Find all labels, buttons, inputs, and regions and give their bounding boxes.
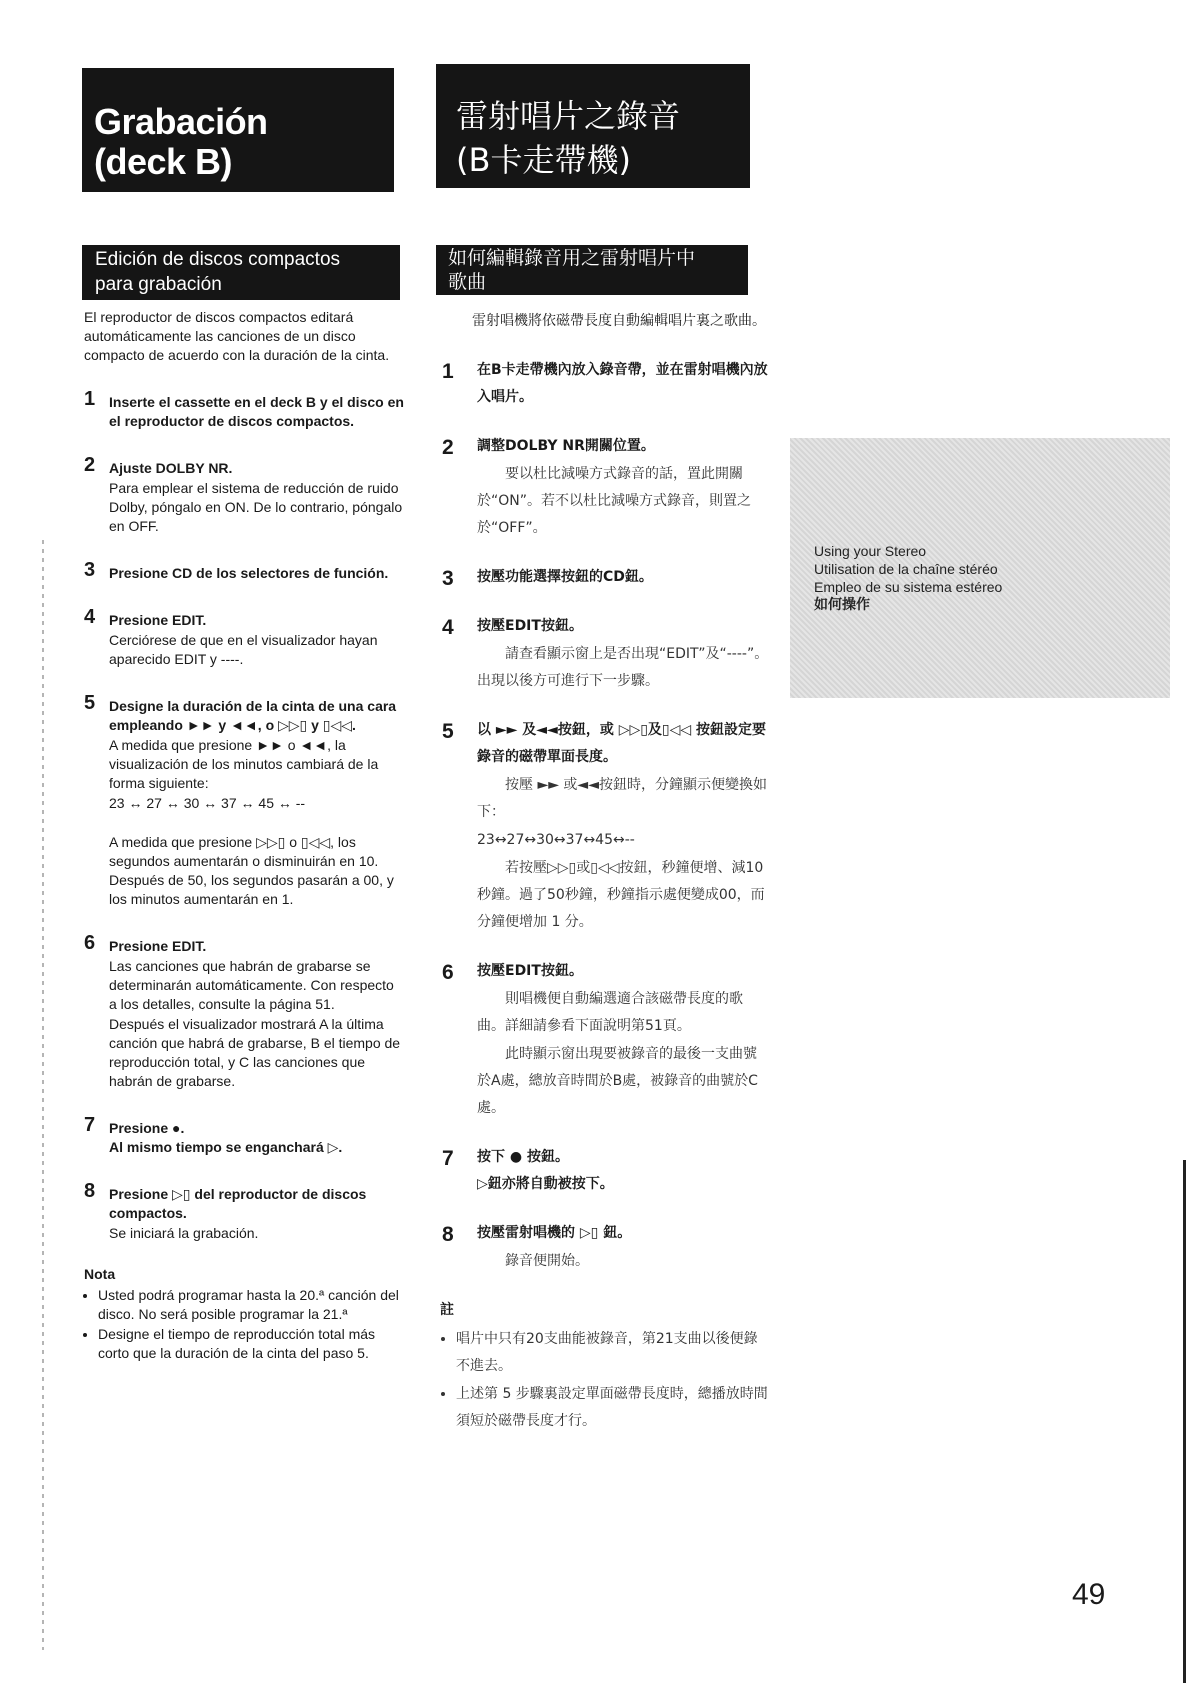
step-title: 以 ►► 及◄◄按鈕，或 ▷▷▯及▯◁◁ 按鈕設定要錄音的磁帶單面長度。 <box>477 722 767 765</box>
step-body: A medida que presione ►► o ◄◄, la visualización de los minutos cambiará de la forma siguiente: <box>109 737 379 791</box>
step-body: 按壓 ►► 或◄◄按鈕時，分鐘顯示便變換如下： <box>477 777 767 820</box>
chinese-step <box>440 1220 770 1275</box>
step-title: Presione EDIT. <box>109 612 207 628</box>
spanish-title-line2: (deck B) <box>94 141 233 182</box>
note-item: • Designe el tiempo de reproducción total más corto que la duración de la cinta del paso 5. <box>98 1325 404 1363</box>
chinese-notes <box>440 1326 770 1435</box>
spanish-step <box>84 559 404 583</box>
step-body: 此時顯示窗出現要被錄音的最後一支曲號於A處，總放音時間於B處，被錄音的曲號於C處。 <box>477 1046 758 1116</box>
step-number: 7 <box>84 1114 96 1136</box>
note-item: • 上述第 5 步驟裏設定單面磁帶長度時，總播放時間須短於磁帶長度才行。 <box>456 1381 770 1435</box>
chinese-step <box>440 613 770 695</box>
step-body: 請查看顯示窗上是否出現“EDIT”及“----”。出現以後方可進行下一步驟。 <box>477 646 769 689</box>
step-number: 6 <box>442 961 454 984</box>
step-body: Cerciórese de que en el visualizador hayan aparecido EDIT y ----. <box>109 632 378 667</box>
chinese-title <box>436 64 750 188</box>
step-title: 在B卡走帶機內放入錄音帶，並在雷射唱機內放入唱片。 <box>477 362 768 405</box>
chinese-step <box>440 1144 770 1198</box>
chinese-step <box>440 357 770 411</box>
note-item: • 唱片中只有20支曲能被錄音，第21支曲以後便錄不進去。 <box>456 1326 770 1380</box>
step-number: 5 <box>442 720 454 743</box>
sidebar-line-en: Using your Stereo <box>814 543 927 559</box>
step-body: ▷鈕亦將自動被按下。 <box>477 1176 614 1192</box>
step-title: Presione ●. <box>109 1120 185 1136</box>
chinese-step <box>440 958 770 1122</box>
spanish-intro: El reproductor de discos compactos editará automáticamente las canciones de un disco compacto de acuerdo con la duración de la cinta. <box>84 309 390 363</box>
step-body: 若按壓▷▷▯或▯◁◁按鈕，秒鐘便增、減10秒鐘。過了50秒鐘，秒鐘指示處便變成00，而分鐘便增加 1 分。 <box>477 860 765 930</box>
step-number: 2 <box>84 454 96 476</box>
spanish-title <box>82 68 394 192</box>
step-title: Presione EDIT. <box>109 938 207 954</box>
step-body: Después el visualizador mostrará A la última canción que habrá de grabarse, B el tiempo de reproducción total, y C las canciones que habrán de grabarse. <box>109 1016 401 1089</box>
spanish-step <box>84 1114 404 1157</box>
step-title: Presione CD de los selectores de función. <box>109 565 389 581</box>
chinese-section-line1: 如何編輯錄音用之雷射唱片中 <box>448 247 696 269</box>
chinese-intro: 雷射唱機將依磁帶長度自動編輯唱片裏之歌曲。 <box>472 313 766 329</box>
minute-sequence: 23 ↔ 27 ↔ 30 ↔ 37 ↔ 45 ↔ -- <box>109 795 306 811</box>
chinese-title-line1: 雷射唱片之錄音 <box>456 97 681 135</box>
step-number: 3 <box>84 559 96 581</box>
chinese-title-line2: (B卡走帶機) <box>456 141 631 179</box>
step-number: 8 <box>442 1223 454 1246</box>
chinese-step <box>440 433 770 542</box>
step-number: 8 <box>84 1180 96 1202</box>
step-title: 按壓功能選擇按鈕的CD鈕。 <box>477 569 653 585</box>
spanish-note-heading: Nota <box>84 1266 116 1282</box>
step-body: A medida que presione ▷▷▯ o ▯◁◁, los segundos aumentarán o disminuirán en 10. Después de 50, los segundos pasarán a 00, y los minutos aumentarán en 1. <box>109 834 394 907</box>
spanish-step <box>84 932 404 1091</box>
spanish-section-heading <box>82 245 400 300</box>
chinese-column <box>440 308 770 1436</box>
left-binding-edge <box>42 540 44 1650</box>
spanish-column <box>84 308 404 1364</box>
step-title: Presione ▷▯ del reproductor de discos compactos. <box>109 1186 367 1221</box>
sidebar-line-zh: 如何操作 <box>814 597 870 613</box>
step-title: Ajuste DOLBY NR. <box>109 460 233 476</box>
note-item: • Usted podrá programar hasta la 20.ª canción del disco. No será posible programar la 21.ª <box>98 1286 404 1324</box>
spanish-step <box>84 1180 404 1243</box>
sidebar-line-fr: Utilisation de la chaîne stéréo <box>814 561 998 577</box>
step-body: Las canciones que habrán de grabarse se determinarán automáticamente. Con respecto a los detalles, consulte la página 51. <box>109 958 394 1012</box>
chinese-note-heading: 註 <box>440 1302 454 1318</box>
chinese-step <box>440 564 770 591</box>
step-body: Para emplear el sistema de reducción de ruido Dolby, póngalo en ON. De lo contrario, póngalo en OFF. <box>109 480 403 534</box>
step-number: 3 <box>442 567 454 590</box>
chinese-step <box>440 717 770 936</box>
step-number: 7 <box>442 1147 454 1170</box>
step-title: 按壓EDIT按鈕。 <box>477 963 583 979</box>
step-number: 4 <box>442 616 454 639</box>
spanish-step <box>84 388 404 431</box>
step-title: 按壓EDIT按鈕。 <box>477 618 583 634</box>
spanish-section-line2: para grabación <box>95 274 222 295</box>
step-title: 調整DOLBY NR開關位置。 <box>477 438 655 454</box>
spanish-step <box>84 692 404 909</box>
spanish-notes <box>84 1286 404 1363</box>
section-sidebar-tab <box>790 438 1170 698</box>
right-edge-rule <box>1183 1160 1186 1683</box>
step-body: 錄音便開始。 <box>505 1253 589 1269</box>
step-title: 按壓雷射唱機的 ▷▯ 鈕。 <box>477 1225 632 1241</box>
step-body: Al mismo tiempo se enganchará ▷. <box>109 1139 343 1155</box>
step-number: 5 <box>84 692 96 714</box>
sidebar-line-es: Empleo de su sistema estéreo <box>814 579 1003 595</box>
step-title: 按下 ● 按鈕。 <box>477 1149 569 1165</box>
step-number: 1 <box>442 360 454 383</box>
step-number: 1 <box>84 388 96 410</box>
step-title: Designe la duración de la cinta de una cara empleando ►► y ◄◄, o ▷▷▯ y ▯◁◁. <box>109 698 397 733</box>
step-body: Se iniciará la grabación. <box>109 1225 259 1241</box>
page-number: 49 <box>1072 1578 1106 1611</box>
step-body: 則唱機便自動編選適合該磁帶長度的歌曲。詳細請參看下面說明第51頁。 <box>477 991 743 1034</box>
chinese-section-line2: 歌曲 <box>448 271 487 293</box>
minute-sequence: 23↔27↔30↔37↔45↔-- <box>477 832 635 848</box>
spanish-step <box>84 606 404 669</box>
step-title: Inserte el cassette en el deck B y el disco en el reproductor de discos compactos. <box>109 394 404 429</box>
spanish-title-line1: Grabación <box>94 101 268 142</box>
chinese-section-heading <box>436 245 748 295</box>
step-number: 4 <box>84 606 96 628</box>
step-body: 要以杜比減噪方式錄音的話，置此開關於“ON”。若不以杜比減噪方式錄音，則置之於“OFF”。 <box>477 466 751 536</box>
step-number: 2 <box>442 436 454 459</box>
spanish-step <box>84 454 404 536</box>
step-number: 6 <box>84 932 96 954</box>
spanish-section-line1: Edición de discos compactos <box>95 249 341 270</box>
